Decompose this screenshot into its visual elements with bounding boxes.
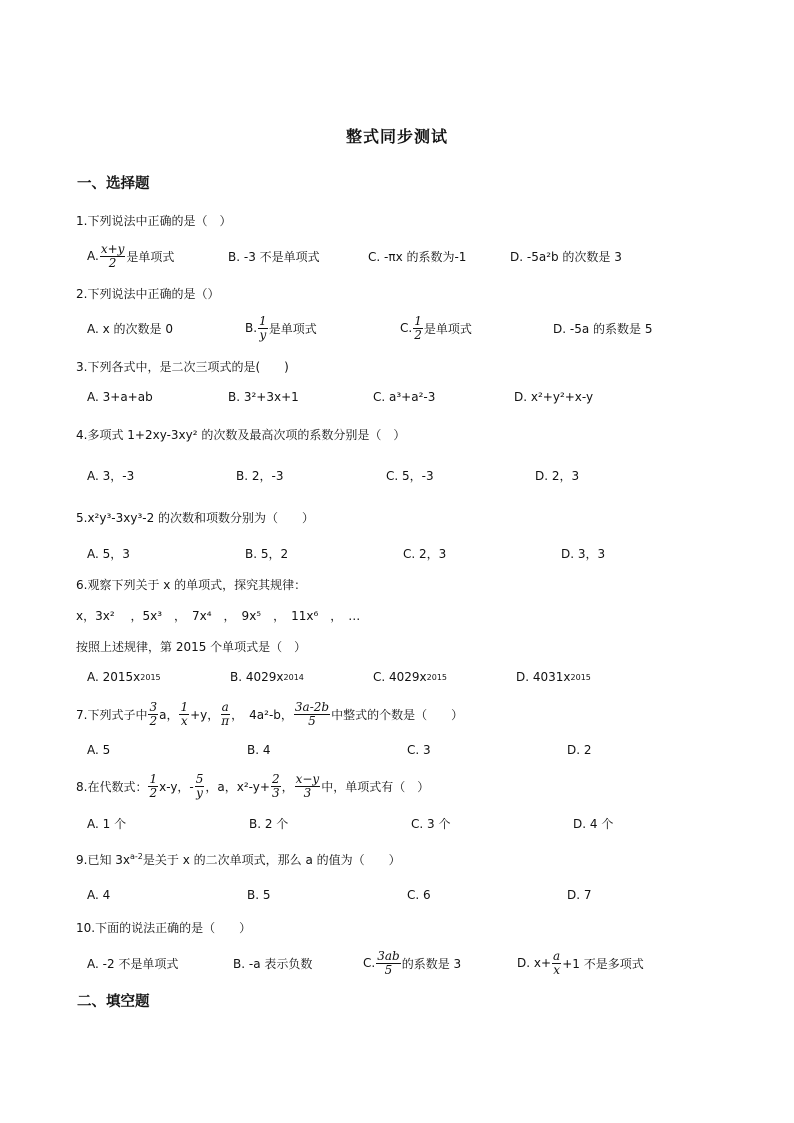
q8-option-c: C. 3 个 <box>411 816 451 831</box>
q5-option-b: B. 5，2 <box>245 546 289 561</box>
question-6-sequence: x，3x² ，5x³ ， 7x⁴ ， 9x⁵ ， 11x⁶ ， … <box>76 609 361 623</box>
question-9-stem: 9.已知 $3x^{a-2}$是关于 x 的二次单项式，那么 a 的值为（ ） <box>76 852 401 867</box>
q10-option-b: B. -a 表示负数 <box>233 956 313 971</box>
fraction: $\frac{3}{2}$ <box>149 699 158 728</box>
q9-option-b: B. 5 <box>247 888 271 902</box>
q2-option-d: D. -5a 的系数是 5 <box>553 321 653 336</box>
q6-option-d: D. 4031x 2015 <box>516 670 591 684</box>
q7-option-b: B. 4 <box>247 743 271 757</box>
section-heading-choice: 一、选择题 <box>77 176 150 192</box>
q9-option-d: D. 7 <box>567 888 592 902</box>
question-4-stem: 4.多项式 1+2xy-3xy² 的次数及最高次项的系数分别是（ ） <box>76 428 406 442</box>
q4-option-b: B. 2，-3 <box>236 468 284 483</box>
question-10-stem: 10.下面的说法正确的是（ ） <box>76 921 252 935</box>
fraction: $\frac{x+y}{2}$ <box>100 241 125 270</box>
q9-option-a: A. 4 <box>87 888 111 902</box>
q4-option-c: C. 5，-3 <box>386 468 434 483</box>
q2-option-a: A. x 的次数是 0 <box>87 321 173 336</box>
q3-option-c: C. a³+a²-3 <box>373 390 436 404</box>
fraction: $\frac{3a-2b}{5}$ <box>294 699 330 728</box>
fraction: $\frac{1}{y}$ <box>259 313 267 342</box>
question-6-ask: 按照上述规律，第 2015 个单项式是（ ） <box>76 640 307 654</box>
q5-option-d: D. 3，3 <box>561 546 606 561</box>
q5-option-a: A. 5，3 <box>87 546 130 561</box>
q8-option-d: D. 4 个 <box>573 816 614 831</box>
fraction: $\frac{2}{3}$ <box>271 771 280 800</box>
q10-option-c: C. $\frac{3ab}{5}$ 的系数是 3 <box>363 948 462 977</box>
q5-option-c: C. 2，3 <box>403 546 447 561</box>
document-title: 整式同步测试 <box>345 127 448 146</box>
q1-option-a: A. $\frac{x+y}{2}$ 是单项式 <box>87 241 175 270</box>
q2-option-c: C. $\frac{1}{2}$ 是单项式 <box>400 313 472 342</box>
fraction: $\frac{3ab}{5}$ <box>377 948 400 977</box>
fraction: $\frac{1}{2}$ <box>414 313 422 342</box>
q1-option-b: B. -3 不是单项式 <box>228 249 320 264</box>
q10-option-d: D. x+ $\frac{a}{x}$ +1 不是多项式 <box>517 948 644 977</box>
q1-option-d: D. -5a²b 的次数是 3 <box>510 249 622 264</box>
q6-option-c: C. 4029x 2015 <box>373 670 448 684</box>
fraction: $\frac{a}{x}$ <box>553 948 561 977</box>
section-heading-fill-blank: 二、填空题 <box>77 994 150 1010</box>
q7-option-a: A. 5 <box>87 743 111 757</box>
question-2-stem: 2.下列说法中正确的是（） <box>76 287 220 301</box>
question-6-stem: 6.观察下列关于 x 的单项式，探究其规律： <box>76 578 307 592</box>
fraction: $\frac{1}{x}$ <box>180 699 189 728</box>
q8-option-b: B. 2 个 <box>249 816 289 831</box>
fraction: $\frac{x-y}{3}$ <box>295 771 320 800</box>
q4-option-a: A. 3，-3 <box>87 468 135 483</box>
q6-option-a: A. 2015x 2015 <box>87 670 161 684</box>
q7-option-d: D. 2 <box>567 743 592 757</box>
question-7-stem: 7.下列式子中 $\frac{3}{2}$ a， $\frac{1}{x}$ +y， $\frac{a}{\pi}$ ， 4a²-b， $\frac{3a-2b}{5}$ 中整式的个数是（ ） <box>76 699 464 728</box>
fraction: $\frac{a}{\pi}$ <box>221 699 230 728</box>
q10-option-a: A. -2 不是单项式 <box>87 956 179 971</box>
question-5-stem: 5.x²y³-3xy³-2 的次数和项数分别为（ ） <box>76 511 315 525</box>
q9-option-c: C. 6 <box>407 888 431 902</box>
q2-option-b: B. $\frac{1}{y}$ 是单项式 <box>245 313 317 342</box>
q3-option-d: D. x²+y²+x-y <box>514 390 594 404</box>
q6-option-b: B. 4029x 2014 <box>230 670 304 684</box>
q3-option-a: A. 3+a+ab <box>87 390 153 404</box>
q4-option-d: D. 2，3 <box>535 468 580 483</box>
q8-option-a: A. 1 个 <box>87 816 127 831</box>
fraction: $\frac{1}{2}$ <box>149 771 158 800</box>
question-3-stem: 3.下列各式中，是二次三项式的是( ) <box>76 360 289 374</box>
question-1-stem: 1.下列说法中正确的是（ ） <box>76 214 232 228</box>
q7-option-c: C. 3 <box>407 743 431 757</box>
q1-option-c: C. -πx 的系数为-1 <box>368 249 467 264</box>
fraction: $\frac{5}{y}$ <box>195 771 204 800</box>
question-8-stem: 8.在代数式： $\frac{1}{2}$ x-y，- $\frac{5}{y}$ ，a，x²-y+ $\frac{2}{3}$ ， $\frac{x-y}{3}$ 中，单项式有（ ） <box>76 771 430 800</box>
q3-option-b: B. 3²+3x+1 <box>228 390 299 404</box>
